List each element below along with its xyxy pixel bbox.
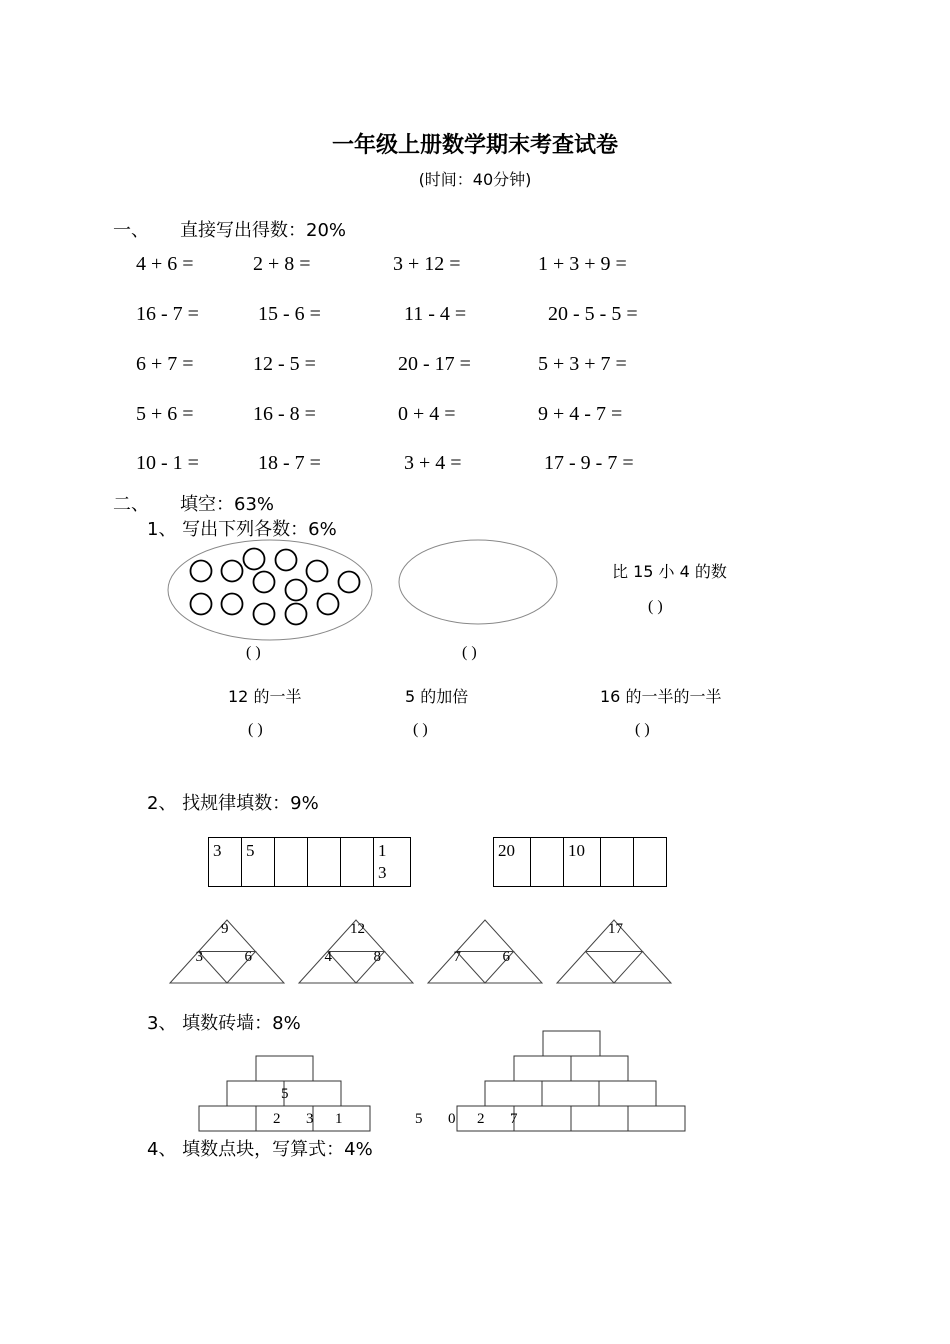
- equation: 3 + 4 =: [404, 452, 462, 474]
- brick: [256, 1106, 313, 1131]
- equation: 9 + 4 - 7 =: [538, 403, 623, 425]
- triangle-number-right: 6: [502, 948, 510, 965]
- brick: [457, 1106, 514, 1131]
- brick-value: 3: [306, 1111, 314, 1127]
- sequence-cell: 3: [209, 838, 242, 887]
- q3-label: 3、 填数砖墙：8%: [147, 1013, 301, 1034]
- brick-value: 5: [415, 1111, 423, 1127]
- brick: [599, 1081, 656, 1106]
- equation: 16 - 7 =: [136, 303, 199, 325]
- brick: [571, 1106, 628, 1131]
- page-subtitle: (时间：40分钟): [418, 170, 532, 189]
- desc-less-than-15: 比 15 小 4 的数: [612, 562, 727, 581]
- triangle-number-left: 4: [324, 948, 332, 965]
- sequence-cell: 5: [242, 838, 275, 887]
- equation: 10 - 1 =: [136, 452, 199, 474]
- section2-number: 二、: [113, 494, 149, 515]
- brick-value: 2: [477, 1111, 485, 1127]
- q2-label: 2、 找规律填数：9%: [147, 793, 319, 814]
- triangle-number-top: 12: [350, 921, 365, 937]
- brick-value: 5: [281, 1086, 289, 1102]
- equation: 11 - 4 =: [404, 303, 467, 325]
- triangle-number-top: 17: [608, 921, 623, 937]
- answer-blank[interactable]: ( ): [413, 721, 428, 738]
- sequence-cell: 1 3: [374, 838, 411, 887]
- desc-half-of-12: 12 的一半: [228, 687, 302, 706]
- equation: 12 - 5 =: [253, 353, 316, 375]
- triangle-number-left: 3: [195, 948, 203, 965]
- brick: [199, 1106, 256, 1131]
- brick: [543, 1031, 600, 1056]
- equation: 5 + 6 =: [136, 403, 194, 425]
- desc-quarter-16: 16 的一半的一半: [600, 687, 722, 706]
- desc-double-5: 5 的加倍: [405, 687, 469, 706]
- section1-number: 一、: [113, 220, 149, 241]
- equation: 20 - 17 =: [398, 353, 471, 375]
- triangle-number-right: 6: [244, 948, 252, 965]
- answer-blank[interactable]: ( ): [648, 598, 663, 615]
- brick: [485, 1081, 542, 1106]
- brick: [542, 1081, 599, 1106]
- brick: [514, 1106, 571, 1131]
- answer-blank[interactable]: ( ): [635, 721, 650, 738]
- q1-label: 1、 写出下列各数：6%: [147, 519, 337, 540]
- triangle-number-top: 9: [221, 921, 229, 937]
- brick: [628, 1106, 685, 1131]
- answer-blank[interactable]: ( ): [246, 644, 261, 661]
- brick: [256, 1056, 313, 1081]
- answer-blank[interactable]: ( ): [248, 721, 263, 738]
- equation: 1 + 3 + 9 =: [538, 253, 627, 275]
- brick-value: 2: [273, 1111, 281, 1127]
- brick-value: 1: [335, 1111, 343, 1127]
- equation: 3 + 12 =: [393, 253, 461, 275]
- brick: [284, 1081, 341, 1106]
- equation: 17 - 9 - 7 =: [544, 452, 634, 474]
- triangle-number-right: 8: [373, 948, 381, 965]
- q4-label: 4、 填数点块，写算式：4%: [147, 1139, 373, 1160]
- triangle-number-left: 7: [453, 948, 461, 965]
- equation: 20 - 5 - 5 =: [548, 303, 638, 325]
- equation: 0 + 4 =: [398, 403, 456, 425]
- brick-wall-2: [457, 1031, 685, 1131]
- equation: 16 - 8 =: [253, 403, 316, 425]
- equation: 15 - 6 =: [258, 303, 321, 325]
- brick: [514, 1056, 571, 1081]
- sequence-cell: 20: [494, 838, 531, 887]
- sequence-cell: 10: [564, 838, 601, 887]
- answer-blank[interactable]: ( ): [462, 644, 477, 661]
- brick-value: 7: [510, 1111, 518, 1127]
- brick-value: 0: [448, 1111, 456, 1127]
- brick: [227, 1081, 284, 1106]
- equation: 4 + 6 =: [136, 253, 194, 275]
- brick: [571, 1056, 628, 1081]
- equation: 6 + 7 =: [136, 353, 194, 375]
- section2-heading: 填空：63%: [180, 494, 275, 515]
- equation: 2 + 8 =: [253, 253, 311, 275]
- equation: 18 - 7 =: [258, 452, 321, 474]
- equation: 5 + 3 + 7 =: [538, 353, 627, 375]
- page-title: 一年级上册数学期末考查试卷: [331, 133, 618, 158]
- section1-heading: 直接写出得数：20%: [180, 220, 347, 241]
